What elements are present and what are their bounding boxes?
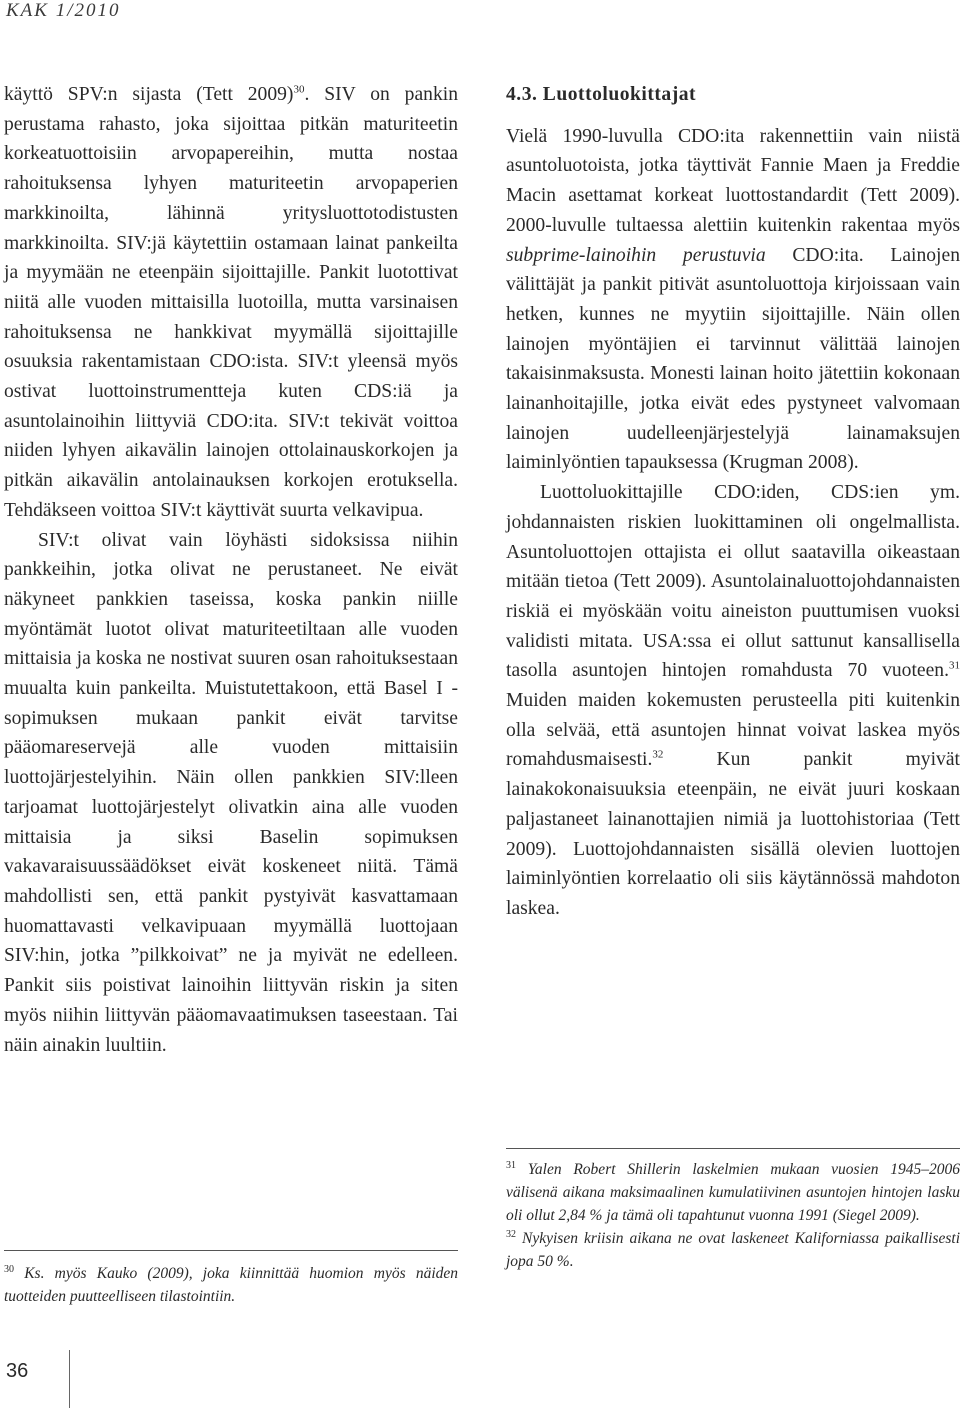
paragraph-text: . SIV on pankin perustama rahasto, joka sijoittaa pitkän maturiteetin korkeatuottoisiin arvopapereihin, mutta nostaa rahoituksensa lyhyen maturiteetin arvopaperien markkinoilta, lähinnä yritysluottotodistusten markkinoilta. SIV:jä käytettiin ostamaan lainat pankeilta ja myymään ne eteenpäin sijoittajille. Pankit luotottivat niitä alle vuoden mittaisilla luotoilla, mutta varsinaisen rahoituksensa ne hankkivat myymällä sijoittajille osuuksia rakentamistaan CDO:ista. SIV:t yleensä myös ostivat luottoinstrumentteja kuten CDS:iä ja asuntolainoihin liittyviä CDO:ita. SIV:t tekivät voittoa niiden lyhyen aikavälin lainojen ottolainauskorkojen ja pitkän aikavälin antolainauksen korkojen erotuksella. Tehdäkseen voittoa SIV:t käyttivät suurta velkavipua. [4, 84, 458, 521]
footnote-number: 31 [506, 1159, 516, 1171]
body-paragraph [4, 80, 458, 526]
footnote [506, 1227, 960, 1273]
section-heading: 4.3. Luottoluokittajat [506, 84, 697, 105]
paragraph-text: käyttö SPV:n sijasta (Tett 2009) [4, 84, 294, 105]
right-column [506, 80, 960, 924]
page-number-divider [69, 1350, 70, 1408]
paragraph-text: Kun pankit myivät lainakokonaisuuksia eteenpäin, ne eivät juuri koskaan paljastaneet lainanottajien nimiä ja luottohistoriaa (Tett 2009). Luottojohdannaisten sisällä olevien luottojen laiminlyöntien korrelaatio oli siis käytännössä mahdoton laskea. [506, 749, 960, 919]
body-paragraph: SIV:t olivat vain löyhästi sidoksissa niihin pankkeihin, jotka olivat ne perustaneet. Ne eivät näkyneet pankkien taseissa, koska pankin niille myöntämät luotot olivat maturiteetiltaan alle vuoden mittaisia ja koska ne nostivat suuren osan rahoituksestaan muualta kuin pankeilta. Muistutettakoon, että Basel I -sopimuksen mukaan pankit eivät tarvitse pääomareservejä alle vuoden mittaisiin luottojärjestelyihin. Näin ollen pankkien SIV:lleen tarjoamat luottojärjestelyt olivatkin aina alle vuoden mittaisia ja siksi Baselin sopimuksen vakavaraisuussäädökset eivät koskeneet niitä. Tämä mahdollisti sen, että pankit pystyivät kasvattamaan huomattavasti velkavipuaan myymällä luottojaan SIV:hin, jotka ”pilkkoivat” ne ja myivät ne edelleen. Pankit siis poistivat lainoihin liittyvän riskin ja siten myös niihin liittyvän pääomavaatimuksen taseestaan. Tai näin ainakin luultiin. [4, 529, 458, 1056]
footnote-text: Nykyisen kriisin aikana ne ovat laskeneet Kaliforniassa paikallisesti jopa 50 %. [506, 1230, 960, 1270]
paragraph-text: Muiden maiden kokemusten perusteella piti kuitenkin olla selvää, että asuntojen hinnat voivat laskea myös romahdusmaisesti. [506, 690, 960, 771]
footnotes-right [506, 1158, 960, 1273]
footnote-number: 30 [4, 1263, 14, 1275]
footnote [4, 1262, 458, 1308]
running-header: KAK 1/2010 [6, 0, 121, 21]
footnote [506, 1158, 960, 1227]
footnote-text: Yalen Robert Shillerin laskelmien mukaan vuosien 1945–2006 välisenä aikana maksimaalinen kumulatiivinen asuntojen hintojen lasku oli ollut 2,84 % ja tämä oli tapahtunut vuonna 1991 (Siegel 2009). [506, 1161, 960, 1224]
footnote-ref: 30 [293, 83, 305, 96]
left-column [4, 80, 458, 1060]
footnote-ref: 31 [949, 659, 960, 672]
footnote-text: Ks. myös Kauko (2009), joka kiinnittää huomion myös näiden tuotteiden puutteelliseen tilastointiin. [4, 1265, 459, 1305]
footnote-ref: 32 [652, 748, 664, 761]
footnote-divider [506, 1148, 960, 1149]
paragraph-text: CDO:ita. Lainojen välittäjät ja pankit pitivät asuntoluottoja kirjoissaan vain hetken, kunnes ne myytiin sijoittajille. Näin ollen lainojen myöntäjien ei tarvinnut välittää lainojen takaisinmaksusta. Monesti lainan hoito jätettiin kokonaan lainanhoitajille, jotka eivät edes pystyneet valvomaan lainojen uudelleenjärjestelyjä lainamaksujen laiminlyöntien tapauksessa (Krugman 2008). [506, 244, 960, 474]
body-paragraph [506, 122, 960, 478]
footnote-number: 32 [506, 1228, 516, 1240]
paragraph-text: Vielä 1990-luvulla CDO:ita rakennettiin vain niistä asuntoluotoista, jotka täyttivät Fannie Maen ja Freddie Macin asettamat korkeat luottostandardit (Tett 2009). 2000-luvulle tultaessa alettiin kuitenkin rakentaa myös [506, 125, 960, 236]
paragraph-text: Luottoluokittajille CDO:iden, CDS:ien ym. johdannaisten riskien luokittaminen oli ongelmallista. Asuntoluottojen ottajista ei ollut saatavilla oikeastaan mitään tietoa (Tett 2009). Asuntolainaluottojohdannaisten riskiä ei myöskään voitu aineiston puuttumisen vuoksi validisti mitata. USA:ssa ei ollut sattunut kansallisella tasolla asuntojen hintojen romahdusta 70 vuoteen. [506, 482, 960, 682]
page-number: 36 [6, 1360, 29, 1382]
italic-term: subprime-lainoihin perustuvia [506, 244, 766, 266]
body-paragraph [506, 478, 960, 924]
footnote-divider [4, 1250, 458, 1251]
footnotes-left [4, 1262, 458, 1308]
